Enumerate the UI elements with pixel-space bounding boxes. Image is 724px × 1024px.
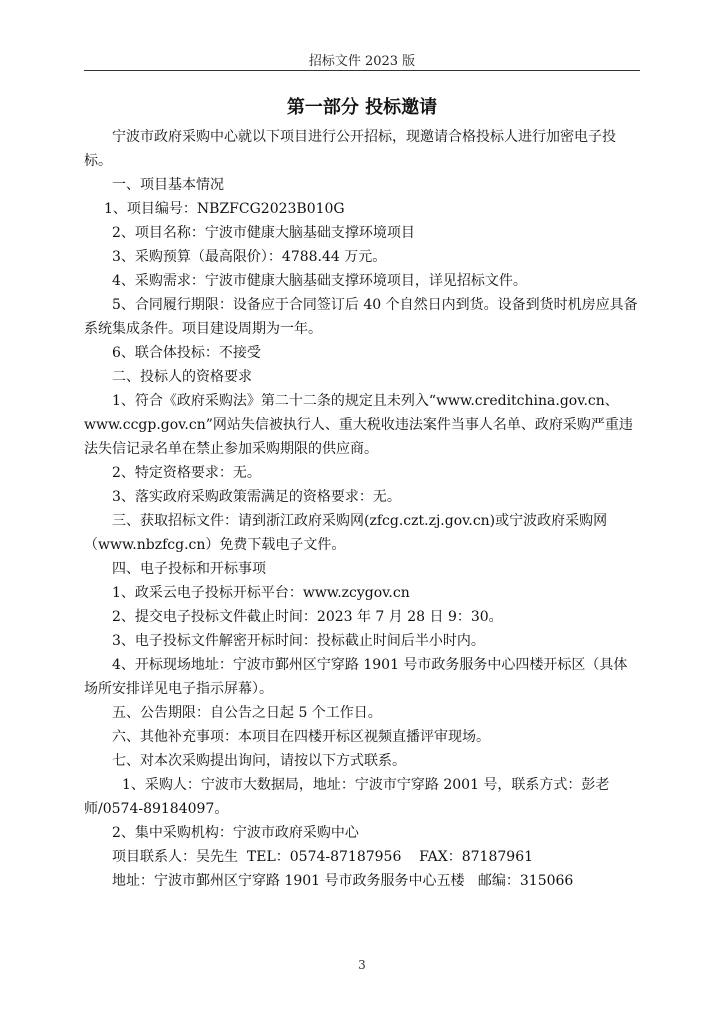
contract-period: 5、合同履行期限：设备应于合同签订后 40 个自然日内到货。设备到货时机房应具备系统集成条件。项目建设周期为一年。 — [84, 297, 638, 337]
opening-address: 4、开标现场地址：宁波市鄞州区宁穿路 1901 号市政务服务中心四楼开标区（具体场所安排详见电子指示屏幕）。 — [84, 657, 628, 697]
qualification-policy: 3、落实政府采购政策需满足的资格要求：无。 — [112, 489, 401, 505]
procurement-budget: 3、采购预算（最高限价）：4788.44 万元。 — [112, 249, 387, 265]
page-number: 3 — [358, 958, 366, 972]
other-matters: 六、其他补充事项：本项目在四楼开标区视频直播评审现场。 — [112, 729, 490, 745]
purchaser-contact: 1、采购人：宁波市大数据局，地址：宁波市宁穿路 2001 号，联系方式：彭老师/0574-89184097。 — [84, 777, 610, 817]
project-contact-person: 项目联系人：吴先生 TEL：0574-87187956 FAX：87187961 — [112, 849, 534, 865]
contact-intro: 七、对本次采购提出询问，请按以下方式联系。 — [112, 753, 406, 769]
intro-paragraph: 宁波市政府采购中心就以下项目进行公开招标，现邀请合格投标人进行加密电子投标。 — [84, 129, 616, 169]
agency-address: 地址：宁波市鄞州区宁穿路 1901 号市政务服务中心五楼 邮编：315066 — [112, 873, 574, 889]
agency-contact: 2、集中采购机构：宁波市政府采购中心 — [112, 825, 359, 841]
section-heading-basic-info: 一、项目基本情况 — [112, 177, 224, 193]
submission-deadline: 2、提交电子投标文件截止时间：2023 年 7 月 28 日 9：30。 — [112, 609, 503, 625]
section-heading-electronic-bidding: 四、电子投标和开标事项 — [112, 561, 266, 577]
invitation-body — [84, 125, 640, 893]
procurement-demand: 4、采购需求：宁波市健康大脑基础支撑环境项目，详见招标文件。 — [112, 273, 527, 289]
announcement-period: 五、公告期限：自公告之日起 5 个工作日。 — [112, 705, 382, 721]
project-name: 2、项目名称：宁波市健康大脑基础支撑环境项目 — [112, 225, 415, 241]
section-heading-qualification: 二、投标人的资格要求 — [112, 369, 252, 385]
section-title: 第一部分 投标邀请 — [286, 97, 438, 118]
obtain-documents: 三、获取招标文件：请到浙江政府采购网(zfcg.czt.zj.gov.cn)或宁波政府采购网（www.nbzfcg.cn）免费下载电子文件。 — [84, 513, 608, 553]
running-header: 招标文件 2023 版 — [308, 54, 416, 69]
project-number: 1、项目编号：NBZFCG2023B010G — [104, 201, 345, 217]
consortium-bidding: 6、联合体投标：不接受 — [112, 345, 261, 361]
qualification-special: 2、特定资格要求：无。 — [112, 465, 261, 481]
qualification-law: 1、符合《政府采购法》第二十二条的规定且未列入“www.creditchina.gov.cn、www.ccgp.gov.cn”网站失信被执行人、重大税收违法案件当事人名单、政府采购严重违法失信记录名单在禁止参加采购期限的供应商。 — [84, 393, 633, 457]
header-divider — [84, 70, 640, 71]
decryption-time: 3、电子投标文件解密开标时间：投标截止时间后半小时内。 — [112, 633, 485, 649]
bidding-platform: 1、政采云电子投标开标平台：www.zcygov.cn — [112, 585, 410, 601]
